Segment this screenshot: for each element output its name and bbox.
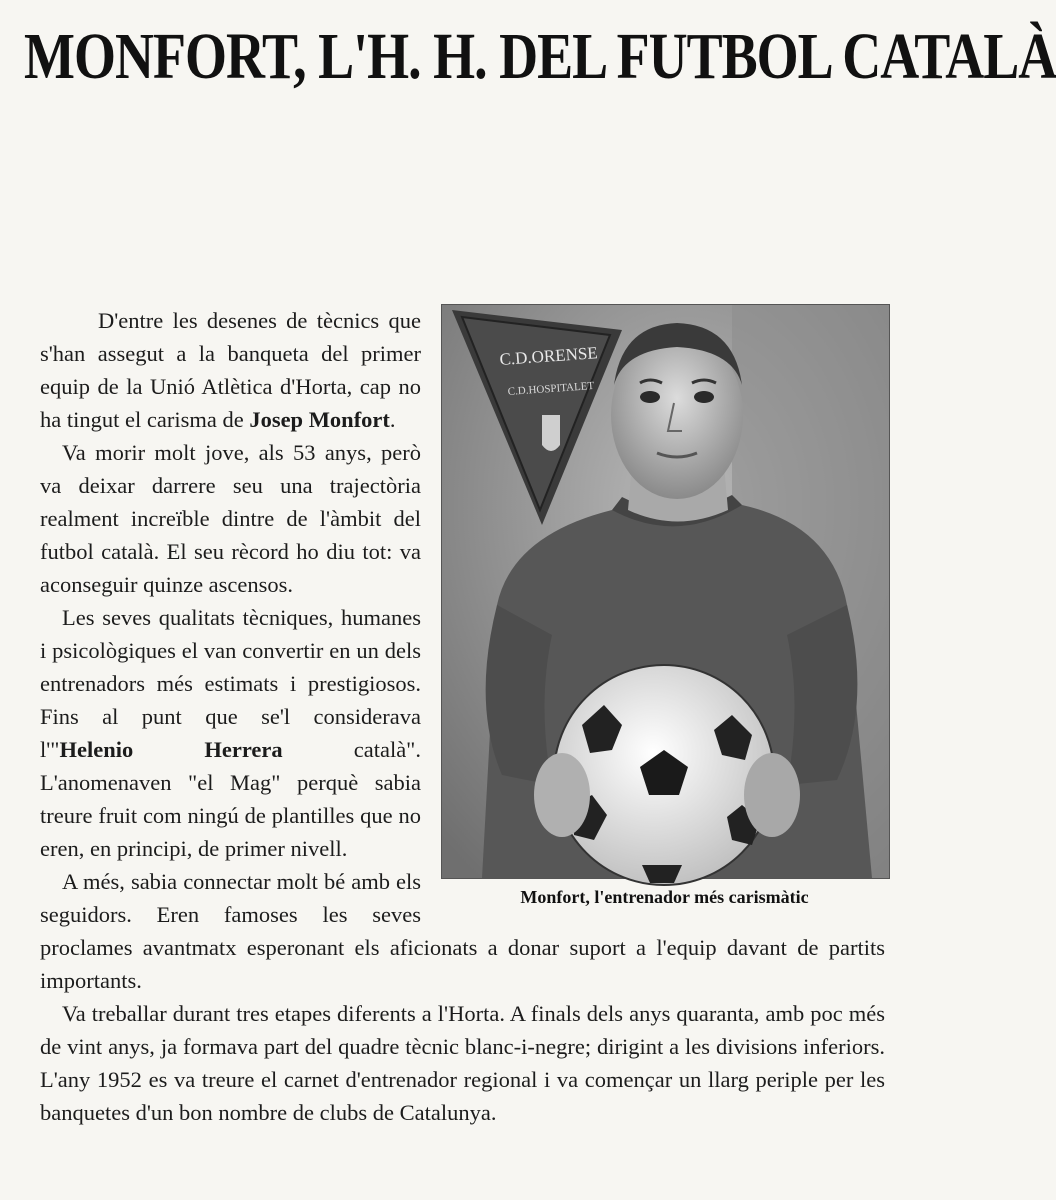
photo-figure (441, 304, 888, 912)
article-body (40, 304, 885, 1129)
coach-photo (441, 304, 890, 879)
paragraph-3: Les seves qualitats tècniques, humanes i psicològiques el van convertir en un dels entrenadors més estimats i prestigiosos. Fins al punt que se'l considerava l'"Helenio Herrera català". L'anomenaven "el Mag" perquè sabia treure fruit com ningú de plantilles que no eren, en principi, de primer nivell. (40, 605, 421, 861)
paragraph-5: Va treballar durant tres etapes diferents a l'Horta. A finals dels anys quaranta, amb poc més de vint anys, ja formava part del quadre tècnic blanc-i-negre; dirigint a les divisions inferiors. L'any 1952 es va treure el carnet d'entrenador regional i va començar un llarg periple per les banquetes d'un bon nombre de clubs de Catalunya. (40, 1001, 885, 1125)
paragraph-2: Va morir molt jove, als 53 anys, però va deixar darrere seu una trajectòria realment increïble dintre de l'àmbit del futbol català. El seu rècord ho diu tot: va aconseguir quinze ascensos. (40, 440, 421, 597)
photo-caption: Monfort, l'entrenador més carismàtic (520, 887, 809, 907)
article-title: MONFORT, L'H. H. DEL FUTBOL CATALÀ (24, 19, 1056, 93)
pennant-text-2: C.D.HOSPITALET (507, 379, 595, 398)
name-helenio-herrera: Helenio Herrera (59, 737, 283, 762)
coach-holding-ball-illustration (442, 305, 889, 878)
pennant-text-1: C.D.ORENSE (498, 343, 599, 369)
name-josep-monfort: Josep Monfort (249, 407, 390, 432)
paragraph-4: A més, sabia connectar molt bé amb els seguidors. Eren famoses les seves proclames avantmatx esperonant els aficionats a donar suport a l'equip davant de partits importants. (40, 869, 885, 993)
paragraph-1: D'entre les desenes de tècnics que s'han assegut a la banqueta del primer equip de la Unió Atlètica d'Horta, cap no ha tingut el carisma de Josep Monfort. (40, 308, 421, 432)
